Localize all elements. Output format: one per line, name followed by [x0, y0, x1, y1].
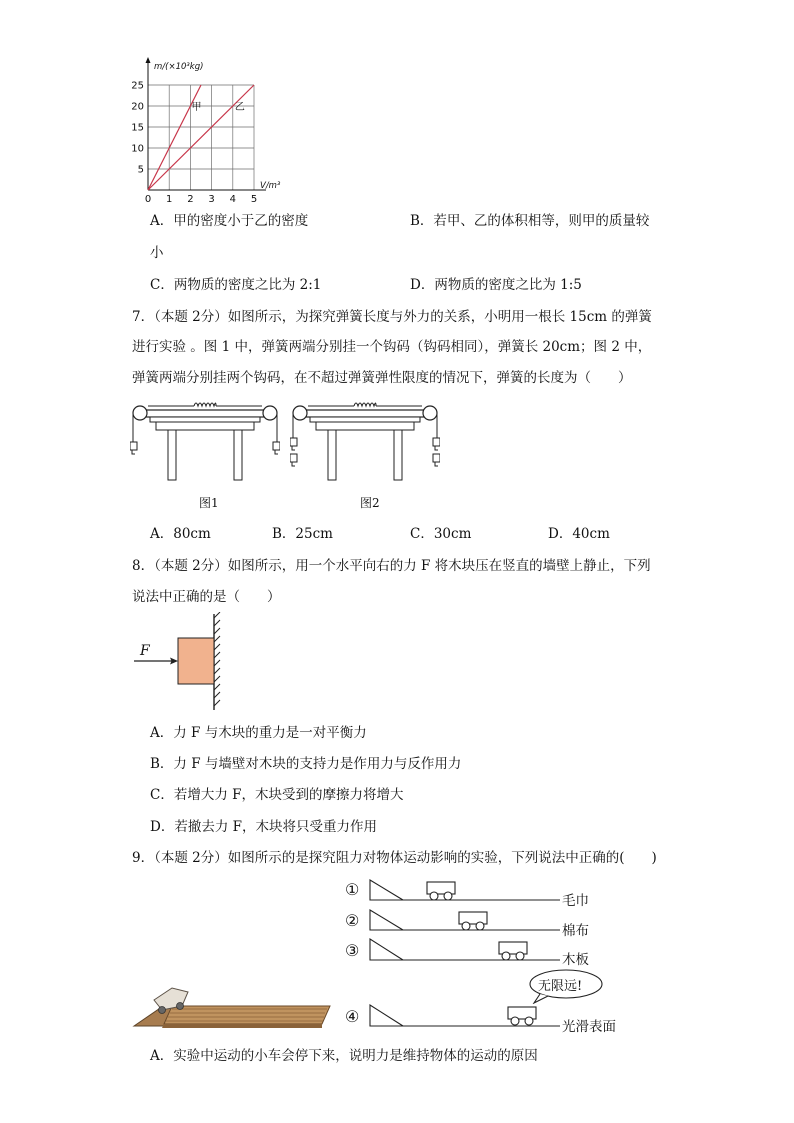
- surface-label-4: 光滑表面: [562, 1019, 616, 1035]
- x-tick-label: 5: [250, 194, 258, 205]
- q7-option-a[interactable]: A．80cm: [150, 526, 211, 542]
- series-line-1: [148, 85, 201, 190]
- q6-option-a[interactable]: A．甲的密度小于乙的密度: [150, 213, 309, 229]
- x-tick-label: 4: [229, 194, 236, 205]
- series-label-jia: 甲: [191, 102, 202, 114]
- chart-axes: [146, 57, 267, 190]
- series-label-yi: 乙: [234, 102, 245, 114]
- y-tick-label: 15: [131, 122, 144, 134]
- q6-option-d[interactable]: D．两物质的密度之比为 1:5: [410, 277, 582, 293]
- q8-option-b[interactable]: B．力 F 与墙壁对木块的支持力是作用力与反作用力: [150, 756, 462, 772]
- fig2-label: 图2: [360, 496, 380, 510]
- x-tick-label: 2: [187, 194, 194, 205]
- ramp-board-illustration: [132, 978, 337, 1030]
- q7-option-c[interactable]: C．30cm: [410, 526, 472, 542]
- density-chart: [120, 56, 290, 206]
- q8-option-d[interactable]: D．若撤去力 F，木块将只受重力作用: [150, 819, 377, 835]
- q8-option-a[interactable]: A．力 F 与木块的重力是一对平衡力: [150, 725, 367, 741]
- q7-stem-1: 7．（本题 2分）如图所示，为探究弹簧长度与外力的关系，小明用一根长 15cm 的弹簧: [132, 309, 652, 325]
- surface-label-1: 毛巾: [562, 893, 589, 909]
- y-tick-label: 20: [131, 101, 144, 113]
- force-label: F: [140, 643, 150, 659]
- surface-num-3: ③: [345, 941, 360, 960]
- q6-option-b-cont: 小: [150, 245, 164, 261]
- q9-option-a[interactable]: A．实验中运动的小车会停下来，说明力是维持物体的运动的原因: [150, 1048, 538, 1064]
- q6-option-b[interactable]: B．若甲、乙的体积相等，则甲的质量较: [410, 213, 650, 229]
- x-tick-label: 0: [144, 194, 152, 205]
- q8-stem-2: 说法中正确的是（ ）: [132, 589, 281, 605]
- q8-option-c[interactable]: C．若增大力 F，木块受到的摩擦力将增大: [150, 787, 404, 803]
- y-axis-label: m/(×10³kg): [154, 62, 204, 72]
- wood-block: [178, 638, 214, 684]
- y-axis-arrow: [146, 57, 151, 63]
- q8-stem-1: 8．（本题 2分）如图所示，用一个水平向右的力 F 将木块压在竖直的墙壁上静止，下列: [132, 558, 651, 574]
- q7-option-b[interactable]: B．25cm: [272, 526, 333, 542]
- bubble-text: 无限远!: [538, 979, 583, 994]
- surface-num-1: ①: [345, 880, 360, 899]
- x-tick-label: 3: [208, 194, 215, 205]
- series-line-2: [148, 85, 254, 190]
- y-tick-label: 5: [137, 164, 144, 176]
- q7-stem-3: 弹簧两端分别挂两个钩码，在不超过弹簧弹性限度的情况下，弹簧的长度为（ ）: [132, 370, 632, 386]
- surface-label-2: 棉布: [562, 923, 589, 939]
- x-axis-label: V/m³: [260, 181, 281, 191]
- spring-figure-1: [130, 400, 280, 485]
- y-tick-label: 10: [131, 143, 144, 155]
- x-tick-label: 1: [166, 194, 173, 205]
- cart-experiment-figure: [365, 874, 565, 1034]
- surface-label-3: 木板: [562, 952, 589, 968]
- surface-num-2: ②: [345, 911, 360, 930]
- q6-option-c[interactable]: C．两物质的密度之比为 2:1: [150, 277, 322, 293]
- chart-series: [148, 85, 254, 190]
- q7-option-d[interactable]: D．40cm: [548, 526, 610, 542]
- spring-figure-2: [290, 400, 440, 485]
- q7-stem-2: 进行实验 。图 1 中，弹簧两端分别挂一个钩码（钩码相同），弹簧长 20cm；图 2 中，: [132, 339, 652, 355]
- wall-block-figure: [130, 612, 230, 714]
- surface-num-4: ④: [345, 1007, 360, 1026]
- q9-stem: 9．（本题 2分）如图所示的是探究阻力对物体运动影响的实验，下列说法中正确的( ): [132, 850, 657, 866]
- y-tick-label: 25: [131, 80, 144, 92]
- fig1-label: 图1: [199, 496, 219, 510]
